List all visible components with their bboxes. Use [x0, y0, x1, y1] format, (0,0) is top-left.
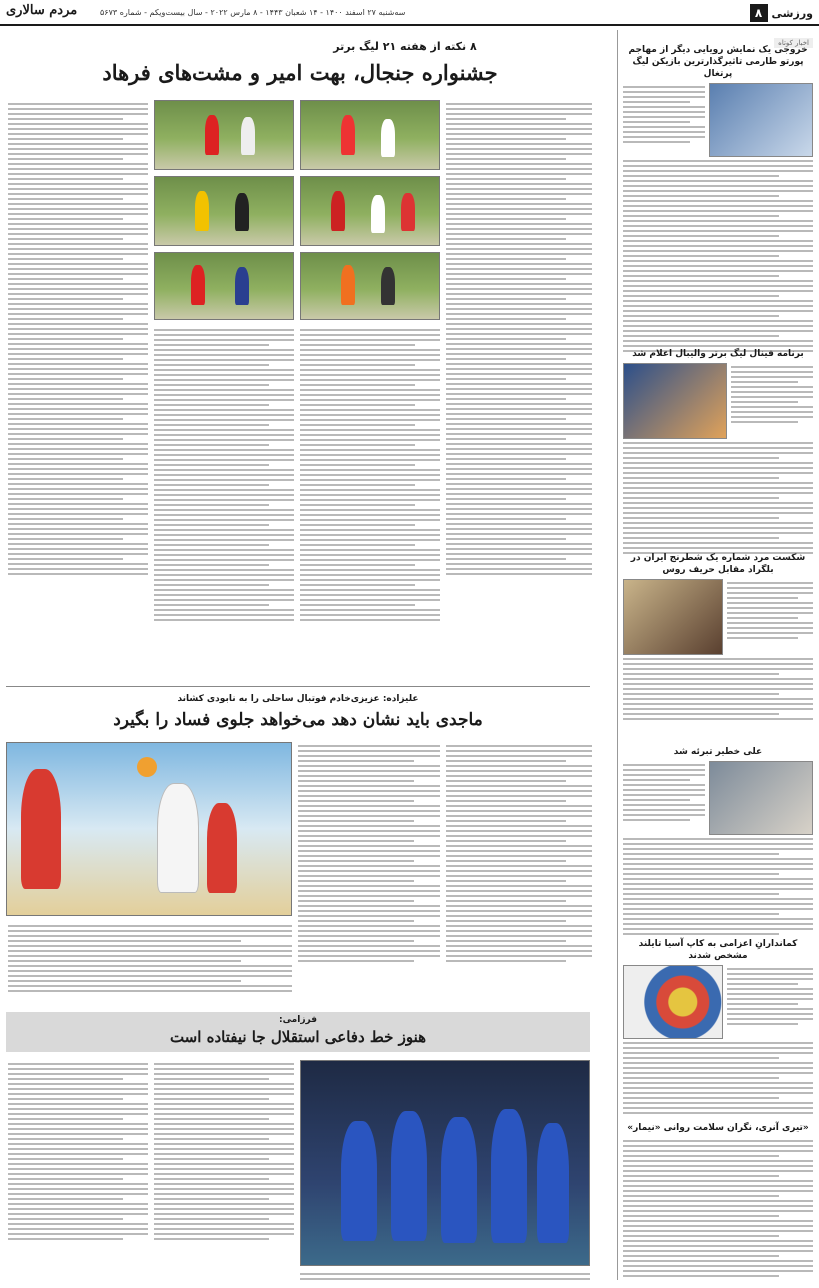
side-story-title: خروجی یک نمایش رویایی دیگر از مهاجم پورتو طارمی تاثیرگذارترین بازیکن لیگ پرتغال [628, 45, 808, 80]
match-photo [154, 252, 294, 320]
side-story-title: «تیری آنری، نگران سلامت روانی «نیمار» [627, 1123, 809, 1133]
volleyball-photo [623, 363, 727, 439]
side-story-body [623, 439, 813, 557]
side-story-volleyball [623, 348, 813, 557]
section-logo [750, 4, 813, 22]
side-story-title: کماندارانِ اعزامی به کاپ آسیا تایلند مشخص شدند [638, 939, 798, 962]
beach-soccer-photo [6, 742, 292, 916]
match-photo [154, 176, 294, 246]
taremi-photo [709, 83, 813, 157]
section-divider [6, 686, 590, 687]
story3-kicker: فرزامی: [278, 1015, 318, 1025]
match-photo [300, 100, 440, 170]
main-kicker: ۸ نکته از هفته ۲۱ لیگ برتر [333, 40, 477, 53]
short-news-sidebar [617, 30, 813, 1280]
photo-caption [300, 1270, 590, 1282]
archery-target-photo [623, 965, 723, 1039]
side-story-body [727, 579, 813, 655]
article-column [154, 1060, 294, 1280]
side-story-body [623, 1137, 813, 1277]
side-story-title: علی خطیر تبرئه شد [673, 747, 763, 757]
story2-kicker: علیزاده: عزیزی‌خادم فوتبال ساحلی را به نابودی کشاند [177, 694, 419, 704]
side-story-chess [623, 552, 813, 721]
side-story-body [727, 965, 813, 1039]
side-story-taremi [623, 44, 813, 357]
match-photo [300, 252, 440, 320]
side-story-body [623, 655, 813, 721]
chess-photo [623, 579, 723, 655]
match-photo [300, 176, 440, 246]
page-header [0, 0, 819, 26]
side-story-title: برنامه فینال لیگ برتر والیبال اعلام شد [632, 349, 804, 359]
side-story-body [731, 363, 813, 439]
side-story-body [623, 157, 813, 357]
side-story-archery [623, 938, 813, 1117]
article-column [154, 326, 294, 676]
match-photo [154, 100, 294, 170]
article-column [298, 742, 440, 1008]
page-number: ۸ [750, 4, 768, 22]
side-story-body [623, 1039, 813, 1117]
side-story-body [623, 83, 705, 157]
story2-headline: ماجدی باید نشان دهد می‌خواهد جلوی فساد را بگیرد [113, 710, 483, 730]
issue-info: سه‌شنبه ۲۷ اسفند ۱۴۰۰ - ۱۴ شعبان ۱۴۴۳ - ۸ مارس ۲۰۲۲ - سال بیست‌ویکم - شماره ۵۶۷۳ [100, 8, 406, 17]
article-column [8, 922, 292, 1008]
story3-headline: هنوز خط دفاعی استقلال جا نیفتاده است [169, 1028, 427, 1046]
article-column [300, 326, 440, 676]
side-story-body [623, 761, 705, 835]
paper-name: مردم سالاری [6, 3, 78, 18]
article-column [446, 100, 592, 670]
article-column [8, 1060, 148, 1280]
side-story-neymar [623, 1122, 813, 1277]
side-story-body [623, 835, 813, 935]
article-column [446, 742, 592, 1008]
side-story-khatir [623, 746, 813, 935]
khatir-photo [709, 761, 813, 835]
esteghlal-team-photo [300, 1060, 590, 1266]
main-headline: جشنواره جنجال، بهت امیر و مشت‌های فرهاد [102, 60, 498, 85]
article-column [8, 100, 148, 676]
short-news-tag: اخبار کوتاه [774, 38, 813, 48]
side-story-title: شکست مرد شماره یک شطرنج ایران در بلگراد مقابل حریف روس [630, 553, 806, 576]
section-name: ورزشی [771, 6, 813, 20]
